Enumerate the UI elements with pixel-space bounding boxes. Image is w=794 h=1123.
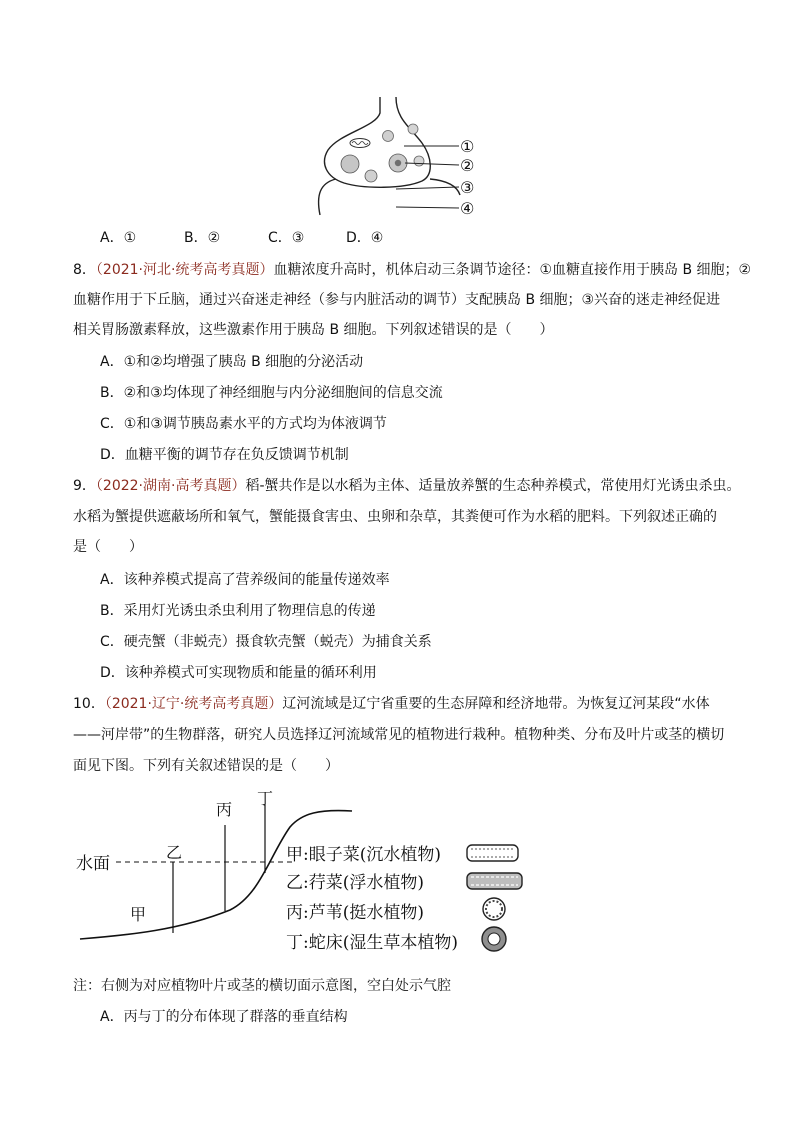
legend-item-jia: 甲:眼子菜(沉水植物) [286, 845, 441, 865]
q9-option-c[interactable]: C．硬壳蟹（非蜕壳）摄食软壳蟹（蜕壳）为捕食关系 [100, 634, 432, 650]
q8-source: （2021·河北·统考高考真题） [95, 262, 274, 278]
q10-number: 10． [73, 696, 105, 712]
q9-stem-text-1: 稻-蟹共作是以水稻为主体、适量放养蟹的生态种养模式，常使用灯光诱虫杀虫。 [245, 478, 741, 494]
q9-stem-line-2: 水稻为蟹提供遮蔽场所和氧气，蟹能摄食害虫、虫卵和杂草，其粪便可作为水稻的肥料。下列叙述正确的 [73, 509, 717, 525]
q9-option-a[interactable]: A．该种养模式提高了营养级间的能量传递效率 [100, 572, 390, 588]
synapse-label-3: ③ [460, 178, 475, 197]
q10-stem-text-1: 辽河流域是辽宁省重要的生态屏障和经济地带。为恢复辽河某段“水体 [282, 696, 710, 712]
q8-stem-line-2: 血糖作用于下丘脑，通过兴奋迷走神经（参与内脏活动的调节）支配胰岛 B 细胞；③兴奋的迷走神经促进 [73, 292, 721, 308]
position-label-bing: 丙 [216, 800, 233, 819]
q8-option-b[interactable]: B．②和③均体现了神经细胞与内分泌细胞间的信息交流 [100, 385, 443, 401]
q9-stem-line-1 [73, 476, 741, 496]
q8-option-d[interactable]: D．血糖平衡的调节存在负反馈调节机制 [100, 447, 349, 463]
q8-stem-text-1: 血糖浓度升高时，机体启动三条调节途径：①血糖直接作用于胰岛 B 细胞；② [273, 262, 752, 278]
legend-item-ding: 丁:蛇床(湿生草本植物) [286, 933, 458, 953]
q10-figure-note: 注：右侧为对应植物叶片或茎的横切面示意图，空白处示气腔 [73, 978, 451, 994]
q10-option-a[interactable]: A．丙与丁的分布体现了群落的垂直结构 [100, 1009, 348, 1025]
q8-option-a[interactable]: A．①和②均增强了胰岛 B 细胞的分泌活动 [100, 354, 364, 370]
q9-stem-line-3: 是（ ） [73, 539, 143, 555]
synapse-label-2: ② [460, 156, 475, 175]
cross-section-icon-a [467, 845, 518, 861]
legend-item-bing: 丙:芦苇(挺水植物) [286, 903, 424, 923]
q8-stem-line-1 [73, 260, 751, 280]
q8-number: 8． [73, 262, 96, 278]
cross-section-icon-b [467, 873, 522, 889]
q8-stem-line-3: 相关胃肠激素释放，这些激素作用于胰岛 B 细胞。下列叙述错误的是（ ） [73, 322, 554, 338]
q9-option-b[interactable]: B．采用灯光诱虫杀虫利用了物理信息的传递 [100, 603, 376, 619]
synapse-label-4: ④ [460, 199, 475, 218]
position-label-ding: 丁 [257, 789, 274, 808]
position-label-jia: 甲 [130, 905, 147, 924]
q9-number: 9． [73, 478, 96, 494]
q7-choices [100, 228, 383, 248]
q7-choice-c[interactable]: C．③ [268, 230, 305, 246]
q10-stem-line-3: 面见下图。下列有关叙述错误的是（ ） [73, 758, 339, 774]
q7-choice-d[interactable]: D．④ [346, 230, 384, 246]
position-label-yi: 乙 [166, 843, 183, 862]
q7-choice-a[interactable]: A．① [100, 230, 137, 246]
q10-stem-line-1 [73, 694, 710, 714]
cross-section-icon-c [483, 898, 505, 920]
q9-option-d[interactable]: D．该种养模式可实现物质和能量的循环利用 [100, 665, 377, 681]
cross-section-icon-d [482, 927, 506, 951]
q8-option-c[interactable]: C．①和③调节胰岛素水平的方式均为体液调节 [100, 416, 387, 432]
q10-source: （2021·辽宁·统考高考真题） [104, 696, 283, 712]
legend-item-yi: 乙:荇菜(浮水植物) [286, 873, 424, 893]
q10-stem-line-2: ——河岸带”的生物群落，研究人员选择辽河流域常见的植物进行栽种。植物种类、分布及叶片或茎的横切 [73, 727, 725, 743]
q9-source: （2022·湖南·高考真题） [95, 478, 246, 494]
water-surface-label: 水面 [76, 854, 110, 874]
q7-choice-b[interactable]: B．② [184, 230, 221, 246]
synapse-label-1: ① [460, 137, 475, 156]
